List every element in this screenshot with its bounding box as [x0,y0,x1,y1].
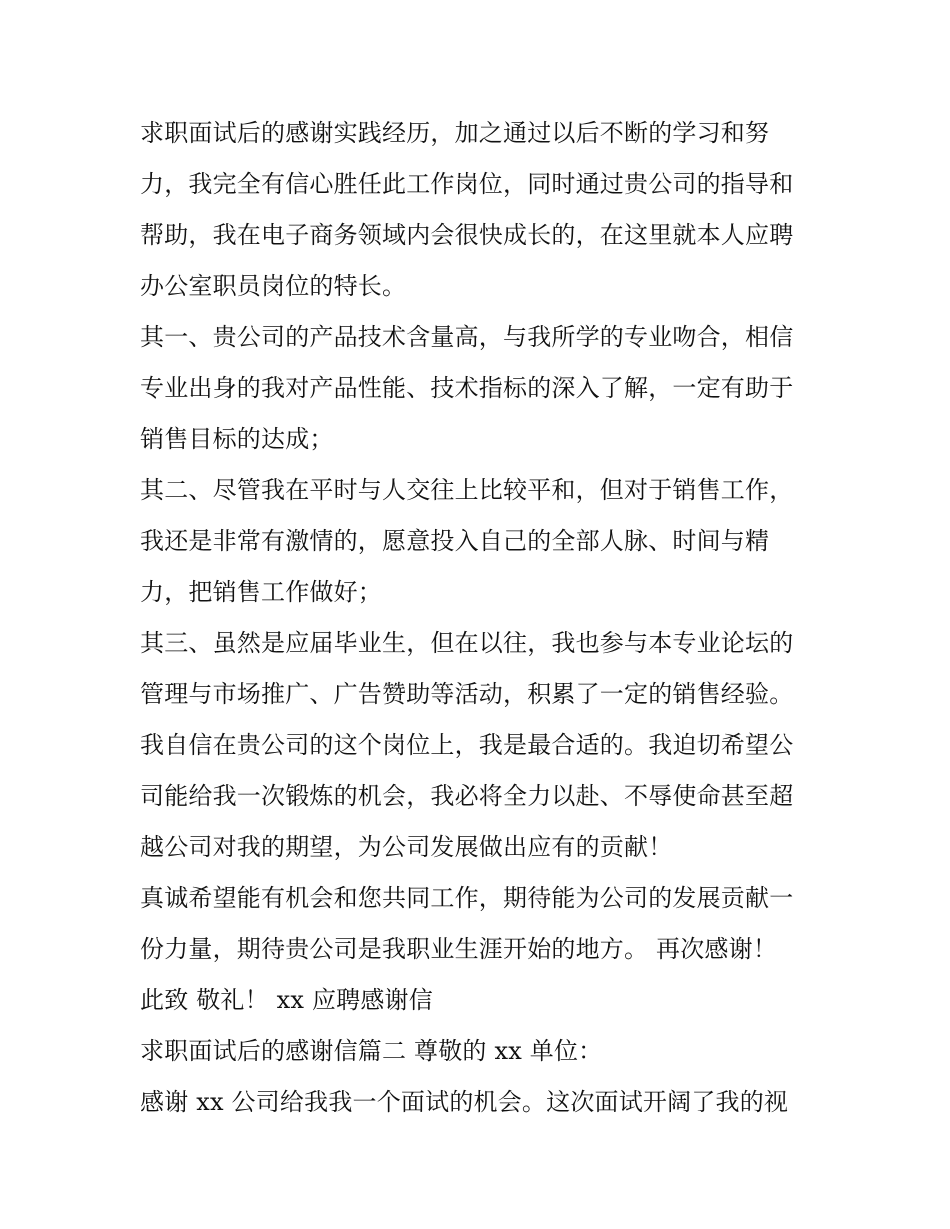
text-line: 力，我完全有信心胜任此工作岗位，同时通过贵公司的指导和 [140,170,794,198]
text-line: 此致 敬礼！ xx 应聘感谢信 [140,986,433,1014]
text-line: 真诚希望能有机会和您共同工作，期待能为公司的发展贡献一 [140,884,794,912]
text-line: 感谢 xx 公司给我我一个面试的机会。这次面试开阔了我的视 [140,1088,789,1116]
text-line: 销售目标的达成； [140,425,334,453]
text-line: 帮助，我在电子商务领域内会很快成长的，在这里就本人应聘 [140,221,794,249]
text-line: 其三、虽然是应届毕业生，但在以往，我也参与本专业论坛的 [140,629,794,657]
text-line: 求职面试后的感谢实践经历，加之通过以后不断的学习和努 [140,119,770,147]
text-line: 办公室职员岗位的特长。 [140,272,407,300]
text-line: 力，把销售工作做好； [140,578,382,606]
text-line: 管理与市场推广、广告赞助等活动，积累了一定的销售经验。 [140,680,794,708]
text-line: 其一、贵公司的产品技术含量高，与我所学的专业吻合，相信 [140,323,794,351]
text-line: 我自信在贵公司的这个岗位上，我是最合适的。我迫切希望公 [140,731,794,759]
text-line: 份力量，期待贵公司是我职业生涯开始的地方。 再次感谢！ [140,935,778,963]
text-line: 司能给我一次锻炼的机会，我必将全力以赴、不辱使命甚至超 [140,782,794,810]
text-line: 越公司对我的期望，为公司发展做出应有的贡献！ [140,833,673,861]
text-line: 其二、尽管我在平时与人交往上比较平和，但对于销售工作， [140,476,794,504]
text-line: 求职面试后的感谢信篇二 尊敬的 xx 单位： [140,1037,603,1065]
document-body [140,108,820,1128]
text-line: 我还是非常有激情的，愿意投入自己的全部人脉、时间与精 [140,527,770,555]
text-line: 专业出身的我对产品性能、技术指标的深入了解，一定有助于 [140,374,794,402]
